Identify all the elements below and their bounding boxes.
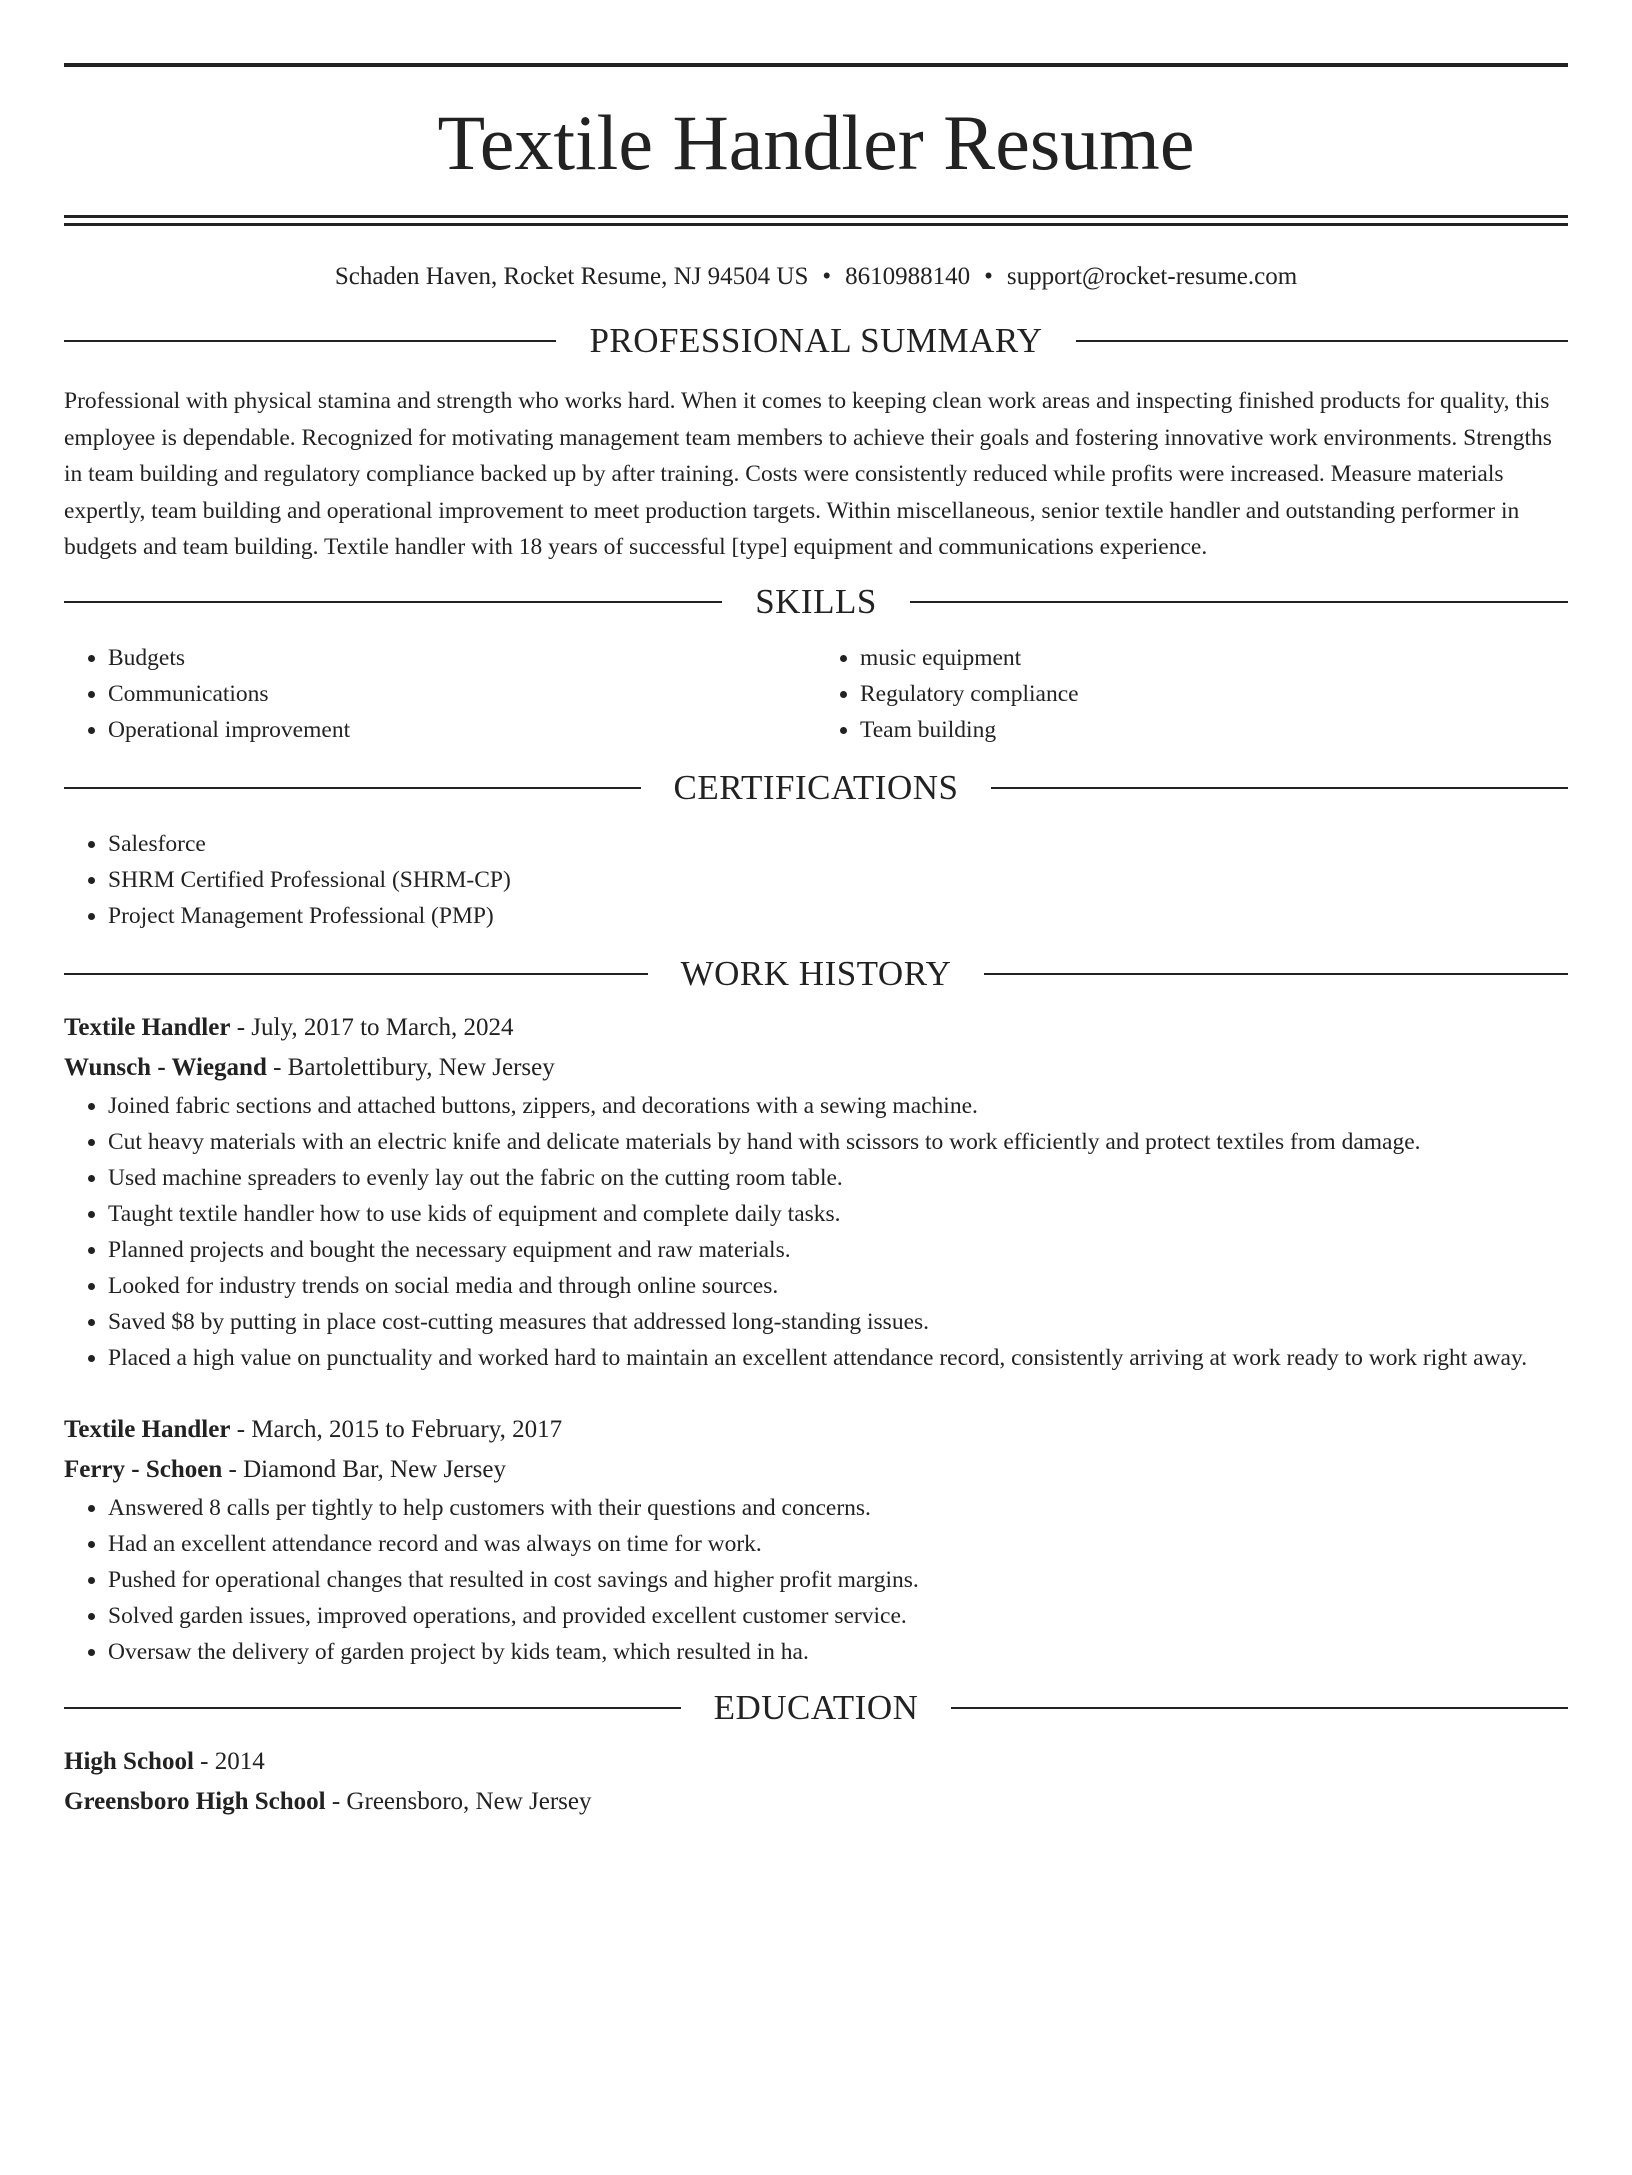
job-bullet: • Answered 8 calls per tightly to help customers with their questions and concerns. xyxy=(108,1490,1568,1526)
job-bullet: • Oversaw the delivery of garden project by kids team, which resulted in ha. xyxy=(108,1634,1568,1670)
contact-phone: 8610988140 xyxy=(845,263,971,290)
certifications-section-header xyxy=(64,768,1568,808)
education-school-line xyxy=(64,1782,1568,1822)
job-bullet: • Cut heavy materials with an electric knife and delicate materials by hand with scissors to work efficiently and protect textiles from damage. xyxy=(108,1124,1568,1160)
job-title-line xyxy=(64,1008,1568,1048)
job-entry xyxy=(64,1410,1568,1670)
certification-item: • Salesforce xyxy=(108,826,1568,862)
certification-item: • Project Management Professional (PMP) xyxy=(108,898,1568,934)
skill-item: • Communications xyxy=(108,676,816,712)
summary-text: Professional with physical stamina and strength who works hard. When it comes to keeping clean work areas and inspecting finished products for quality, this employee is dependable. Recognized for motivating management team members to achieve their goals and fostering innovative work environments. Strengths in team building and regulatory compliance backed up by after training. Costs were consistently reduced while profits were increased. Measure materials expertly, team building and operational improvement to meet production targets. Within miscellaneous, senior textile handler and outstanding performer in budgets and team building. Textile handler with 18 years of successful [type] equipment and communications experience. xyxy=(64,388,1552,560)
divider-line xyxy=(984,973,1568,975)
education-location: - Greensboro, New Jersey xyxy=(331,1787,592,1815)
education-school: Greensboro High School xyxy=(64,1787,326,1815)
job-bullet: • Taught textile handler how to use kids of equipment and complete daily tasks. xyxy=(108,1196,1568,1232)
divider-line xyxy=(951,1707,1568,1709)
job-bullet: • Solved garden issues, improved operations, and provided excellent customer service. xyxy=(108,1598,1568,1634)
resume-page xyxy=(0,63,1632,2175)
job-bullets xyxy=(64,1490,1568,1670)
work-section-header xyxy=(64,954,1568,994)
skills-section-header xyxy=(64,582,1568,622)
job-bullet: • Joined fabric sections and attached buttons, zippers, and decorations with a sewing machine. xyxy=(108,1088,1568,1124)
job-company-line xyxy=(64,1450,1568,1490)
divider-line xyxy=(64,340,556,342)
job-company: Ferry - Schoen xyxy=(64,1455,223,1483)
summary-heading: PROFESSIONAL SUMMARY xyxy=(589,321,1043,360)
certifications-heading: CERTIFICATIONS xyxy=(673,767,959,807)
education-section-header xyxy=(64,1688,1568,1728)
skills-heading: SKILLS xyxy=(755,581,877,621)
skill-item: • music equipment xyxy=(860,640,1568,676)
job-title: Textile Handler xyxy=(64,1415,231,1443)
skills-left-column xyxy=(64,640,816,748)
education-year: - 2014 xyxy=(200,1747,265,1775)
skill-item: • Regulatory compliance xyxy=(860,676,1568,712)
job-bullet: • Looked for industry trends on social media and through online sources. xyxy=(108,1268,1568,1304)
summary-section-header xyxy=(64,321,1568,361)
resume-title: Textile Handler Resume xyxy=(437,99,1195,186)
skill-item: • Team building xyxy=(860,712,1568,748)
job-location: - Bartolettibury, New Jersey xyxy=(273,1053,555,1081)
job-entry xyxy=(64,1008,1568,1376)
divider-line xyxy=(64,1707,681,1709)
job-location: - Diamond Bar, New Jersey xyxy=(228,1455,506,1483)
job-bullet: • Saved $8 by putting in place cost-cutting measures that addressed long-standing issues. xyxy=(108,1304,1568,1340)
skills-list xyxy=(64,640,1568,748)
education-entry xyxy=(64,1742,1568,1822)
divider-line xyxy=(64,787,641,789)
divider-line xyxy=(991,787,1568,789)
job-company-line xyxy=(64,1048,1568,1088)
job-dates: - July, 2017 to March, 2024 xyxy=(236,1013,514,1041)
contact-separator: • xyxy=(822,263,832,290)
job-bullet: • Used machine spreaders to evenly lay out the fabric on the cutting room table. xyxy=(108,1160,1568,1196)
contact-separator: • xyxy=(984,263,993,290)
skills-right-column xyxy=(816,640,1568,748)
contact-address: Schaden Haven, Rocket Resume, NJ 94504 US xyxy=(334,263,809,290)
divider-line xyxy=(64,601,722,603)
skill-item: • Budgets xyxy=(108,640,816,676)
divider-line xyxy=(910,601,1568,603)
divider-line xyxy=(64,973,648,975)
job-dates: - March, 2015 to February, 2017 xyxy=(236,1415,563,1443)
education-degree-line xyxy=(64,1742,1568,1782)
job-bullet: • Planned projects and bought the necessary equipment and raw materials. xyxy=(108,1232,1568,1268)
certification-item: • SHRM Certified Professional (SHRM-CP) xyxy=(108,862,1568,898)
job-bullet: • Had an excellent attendance record and was always on time for work. xyxy=(108,1526,1568,1562)
job-bullet: • Pushed for operational changes that resulted in cost savings and higher profit margins. xyxy=(108,1562,1568,1598)
job-bullets xyxy=(64,1088,1568,1376)
work-heading: WORK HISTORY xyxy=(680,953,952,993)
job-title-line xyxy=(64,1410,1568,1450)
certifications-list xyxy=(64,826,1568,934)
double-rule xyxy=(64,215,1568,226)
skill-item: • Operational improvement xyxy=(108,712,816,748)
education-heading: EDUCATION xyxy=(713,1687,919,1727)
contact-line xyxy=(64,263,1568,291)
job-bullet: • Placed a high value on punctuality and worked hard to maintain an excellent attendance record, consistently arriving at work ready to work right away. xyxy=(108,1340,1568,1376)
contact-email: support@rocket-resume.com xyxy=(1006,263,1298,290)
job-title: Textile Handler xyxy=(64,1013,231,1041)
job-company: Wunsch - Wiegand xyxy=(64,1053,267,1081)
education-degree: High School xyxy=(64,1747,194,1775)
divider-line xyxy=(1076,340,1568,342)
